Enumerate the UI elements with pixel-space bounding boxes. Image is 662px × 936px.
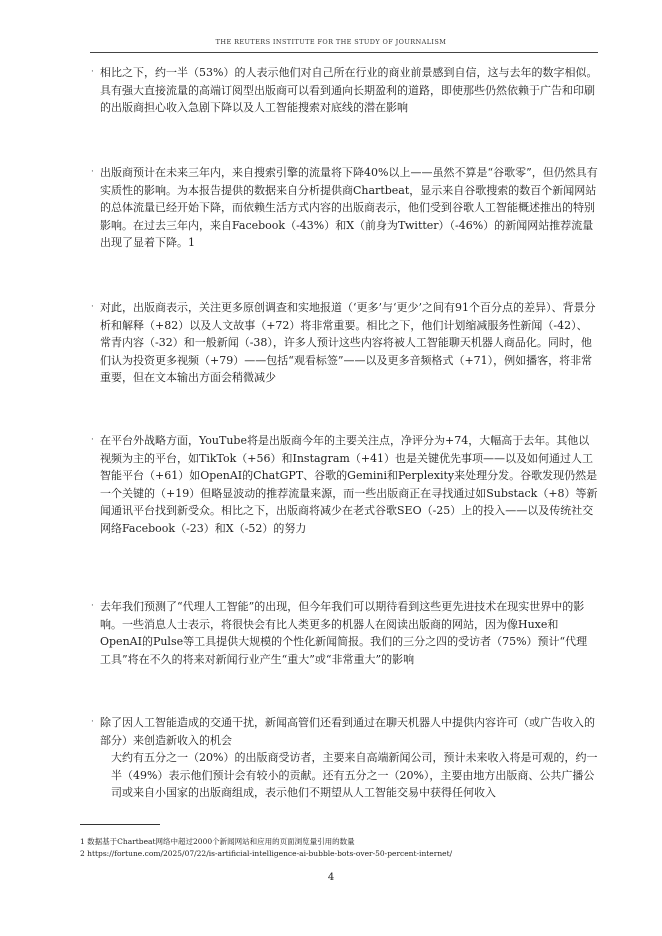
bullet-item xyxy=(91,164,598,252)
bullet-text: 出版商预计在未来三年内，来自搜索引擎的流量将下降40%以上——虽然不算是“谷歌零”，但仍然具有实质性的影响。为本报告提供的数据来自分析提供商Chartbeat，显示来自谷歌搜索的数百个新闻网站的总体流量已经开始下降，而依赖生活方式内容的出版商表示，他们受到谷歌人工智能概述推出的特别影响。在过去三年内，来自Facebook（-43%）和X（前身为Twitter）（-46%）的新闻网站推荐流量出现了显着下降。1 xyxy=(100,166,598,250)
bullet-item xyxy=(91,598,598,668)
bullet-item xyxy=(91,64,598,117)
page-number: 4 xyxy=(327,872,335,883)
continuation-paragraph: 大约有五分之一（20%）的出版商受访者，主要来自高端新闻公司，预计未来收入将是可观的，约一半（49%）表示他们预计会有较小的贡献。还有五分之一（20%），主要由地方出版商、公共广播公司或来自小国家的出版商组成，表示他们不期望从人工智能交易中获得任何收入 xyxy=(111,751,598,800)
bullet-text: 去年我们预测了“代理人工智能”的出现，但今年我们可以期待看到这些更先进技术在现实世界中的影响。一些消息人士表示，将很快会有比人类更多的机器人在阅读出版商的网站，因为像Huxe和OpenAI的Pulse等工具提供大规模的个性化新闻简报。我们的三分之四的受访者（75%）预计“代理工具”将在不久的将来对新闻行业产生“重大”或“非常重大”的影响 xyxy=(100,600,588,666)
bullet-marker: · xyxy=(91,435,94,445)
footnotes xyxy=(80,836,600,859)
bullet-marker: · xyxy=(91,302,94,312)
footnote-divider xyxy=(80,824,160,825)
bullet-item xyxy=(91,714,598,749)
bullet-marker: · xyxy=(91,167,94,177)
header-divider xyxy=(90,52,598,53)
running-header: THE REUTERS INSTITUTE FOR THE STUDY OF JOURNALISM xyxy=(215,38,447,46)
bullet-text: 对此，出版商表示，关注更多原创调查和实地报道（‘更多’与‘更少’之间有91个百分点的差异）、背景分析和解释（+82）以及人文故事（+72）将非常重要。相比之下，他们计划缩减服务性新闻（-42）、常青内容（-32）和一般新闻（-38），许多人预计这些内容将被人工智能聊天机器人商品化。同时，他们认为投资更多视频（+79）——包括“观看标签”——以及更多音频格式（+71），例如播客，将非常重要，但在文本输出方面会稍微减少 xyxy=(100,301,596,385)
footnote-2: 2 https://fortune.com/2025/07/22/is-artificial-intelligence-ai-bubble-bots-over-50-percent-internet/ xyxy=(80,848,453,858)
bullet-text: 在平台外战略方面，YouTube将是出版商今年的主要关注点，净评分为+74，大幅高于去年。其他以视频为主的平台，如TikTok（+56）和Instagram（+41）也是关键优先事项——以及如何通过人工智能平台（+61）如OpenAI的ChatGPT、谷歌的Gemini和Perplexity来处理分发。谷歌发现仍然是一个关键的（+19）但略显波动的推荐流量来源，而一些出版商正在寻找通过如Substack（+8）等新闻通讯平台找到新受众。相比之下，出版商将减少在老式谷歌SEO（-25）上的投入——以及传统社交网络Facebook（-23）和X（-52）的努力 xyxy=(100,434,598,535)
bullet-item xyxy=(91,432,598,538)
footnote-1: 1 数据基于Chartbeat网络中超过2000个新闻网站和应用的页面浏览量引用的数量 xyxy=(80,837,355,846)
bullet-text: 除了因人工智能造成的交通干扰，新闻高管们还看到通过在聊天机器人中提供内容许可（或广告收入的部分）来创造新收入的机会 xyxy=(100,716,595,747)
bullet-marker: · xyxy=(91,601,94,611)
bullet-marker: · xyxy=(91,67,94,77)
bullet-marker: · xyxy=(91,717,94,727)
bullet-item xyxy=(91,299,598,387)
bullet-text: 相比之下，约一半（53%）的人表示他们对自己所在行业的商业前景感到自信，这与去年的数字相似。具有强大直接流量的高端订阅型出版商可以看到通向长期盈利的道路，即使那些仍然依赖于广告和印刷的出版商担心收入急剧下降以及人工智能搜索对底线的潜在影响 xyxy=(100,66,598,115)
